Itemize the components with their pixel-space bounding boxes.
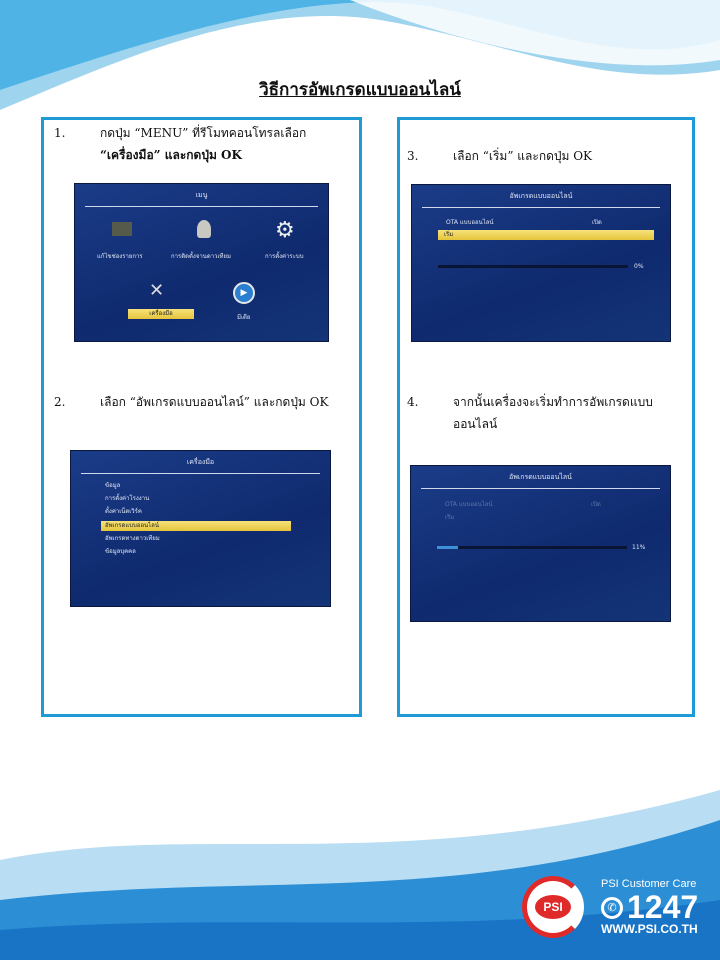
menu-item[interactable]: มีเดีย (237, 314, 251, 321)
ota-label: OTA แบบออนไลน์ (445, 501, 493, 508)
tv-screen-tools (70, 450, 331, 607)
step-text: กดปุ่ม “MENU” ที่รีโมทคอนโทรลเลือก (100, 126, 307, 140)
media-play-icon: ▶ (233, 282, 255, 304)
tv-screen-upgrade-start (411, 184, 671, 342)
phone-number[interactable]: 1247 (627, 889, 699, 925)
ota-label: OTA แบบออนไลน์ (446, 219, 494, 226)
screen-header: เมนู (195, 191, 208, 199)
satellite-dish-icon (197, 220, 211, 238)
step-number: 4. (407, 395, 419, 409)
menu-item[interactable]: ข้อมูล (105, 482, 121, 489)
progress-text: 11% (632, 544, 646, 551)
screen-header: อัพเกรดแบบออนไลน์ (509, 192, 573, 200)
ota-value[interactable]: เปิด (592, 219, 602, 226)
step-text: เลือก “อัพเกรดแบบออนไลน์” และกดปุ่ม OK (100, 395, 329, 409)
menu-item[interactable]: อัพเกรดทางดาวเทียม (105, 535, 160, 542)
page-title: วิธีการอัพเกรดแบบออนไลน์ (259, 80, 461, 100)
progress-bar (438, 265, 628, 268)
menu-item-tools[interactable]: เครื่องมือ (128, 309, 194, 319)
progress-bar (437, 546, 627, 549)
menu-item[interactable]: การติดตั้งจานดาวเทียม (171, 253, 231, 260)
menu-item[interactable]: ข้อมูลบุคคล (105, 548, 136, 555)
screen-header: เครื่องมือ (186, 458, 215, 466)
tv-screen-upgrade-progress (410, 465, 671, 622)
edit-icon (112, 222, 132, 236)
website-link[interactable]: WWW.PSI.CO.TH (601, 922, 698, 936)
menu-item-online-upgrade[interactable]: อัพเกรดแบบออนไลน์ (101, 521, 291, 531)
screen-header: อัพเกรดแบบออนไลน์ (509, 473, 572, 481)
menu-item[interactable]: การตั้งค่าระบบ (265, 253, 304, 260)
step-text: เลือก “เริ่ม” และกดปุ่ม OK (453, 149, 593, 163)
step-text: จากนั้นเครื่องจะเริ่มทำการอัพเกรดแบบ (453, 395, 653, 409)
start-item[interactable]: เริ่ม (438, 230, 654, 240)
tv-screen-menu (74, 183, 329, 342)
menu-item[interactable]: แก้ไขช่องรายการ (97, 253, 143, 260)
logo-text: PSI (535, 895, 571, 919)
gear-icon: ⚙ (275, 218, 295, 243)
start-item: เริ่ม (445, 514, 455, 521)
customer-care-label: PSI Customer Care (601, 878, 697, 890)
menu-item[interactable]: ตั้งค่าเน็ตเวิร์ค (105, 508, 142, 515)
phone-icon: ✆ (601, 897, 623, 919)
tools-icon: ✕ (149, 280, 165, 301)
step-number: 3. (407, 149, 419, 163)
step-number: 1. (54, 126, 66, 140)
step-text-2: “เครื่องมือ” และกดปุ่ม OK (100, 148, 242, 162)
progress-text: 0% (634, 263, 644, 270)
psi-logo (522, 876, 584, 938)
menu-item[interactable]: การตั้งค่าโรงงาน (105, 495, 150, 502)
step-number: 2. (54, 395, 66, 409)
step-text-2: ออนไลน์ (453, 417, 498, 431)
ota-value: เปิด (591, 501, 601, 508)
